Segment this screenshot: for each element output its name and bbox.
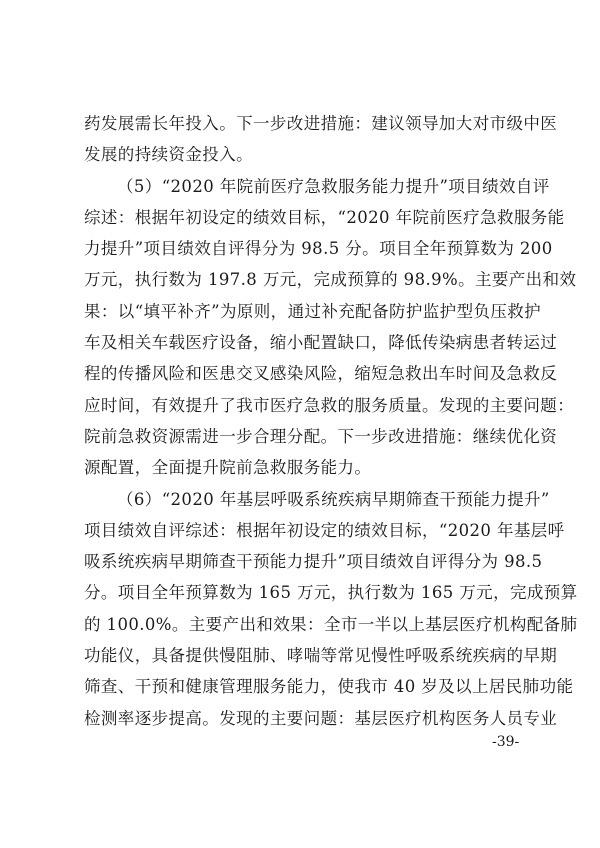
text-line: （6）“2020 年基层呼吸系统疾病早期筛查干预能力提升”: [117, 489, 550, 509]
text-line: 的 100.0%。主要产出和效果：全市一半以上基层医疗机构配备肺: [84, 614, 578, 634]
text-line: 果：以“填平补齐”为原则，通过补充配备防护监护型负压救护: [84, 301, 542, 321]
paragraph-continuation: [84, 108, 558, 171]
text-line: 万元，执行数为 197.8 万元，完成预算的 98.9%。主要产出和效: [84, 270, 577, 290]
text-line: 源配置，全面提升院前急救服务能力。: [84, 458, 372, 478]
paragraph-item-5: [84, 171, 577, 484]
page-number: -39-: [492, 734, 520, 750]
text-line: （5）“2020 年院前医疗急救服务能力提升”项目绩效自评: [117, 176, 550, 196]
text-line: 力提升”项目绩效自评得分为 98.5 分。项目全年预算数为 200: [84, 239, 553, 259]
text-line: 车及相关车载医疗设备，缩小配置缺口，降低传染病患者转运过: [84, 333, 558, 353]
paragraph-item-6: [84, 484, 578, 734]
text-line: 吸系统疾病早期筛查干预能力提升”项目绩效自评得分为 98.5: [84, 552, 543, 572]
text-line: 筛查、干预和健康管理服务能力，使我市 40 岁及以上居民肺功能: [84, 677, 574, 697]
text-line: 院前急救资源需进一步合理分配。下一步改进措施：继续优化资: [84, 426, 558, 446]
body-text: [84, 108, 578, 734]
text-line: 发展的持续资金投入。: [84, 145, 253, 165]
text-line: 应时间，有效提升了我市医疗急救的服务质量。发现的主要问题：: [84, 395, 575, 415]
text-line: 检测率逐步提高。发现的主要问题：基层医疗机构医务人员专业: [84, 708, 558, 728]
text-line: 功能仪，具备提供慢阻肺、哮喘等常见慢性呼吸系统疾病的早期: [84, 646, 558, 666]
text-line: 项目绩效自评综述：根据年初设定的绩效目标，“2020 年基层呼: [84, 520, 565, 540]
text-line: 程的传播风险和医患交叉感染风险，缩短急救出车时间及急救反: [84, 364, 558, 384]
text-line: 综述：根据年初设定的绩效目标，“2020 年院前医疗急救服务能: [84, 207, 565, 227]
text-line: 药发展需长年投入。下一步改进措施：建议领导加大对市级中医: [84, 114, 558, 133]
text-line: 分。项目全年预算数为 165 万元，执行数为 165 万元，完成预算: [84, 583, 578, 603]
